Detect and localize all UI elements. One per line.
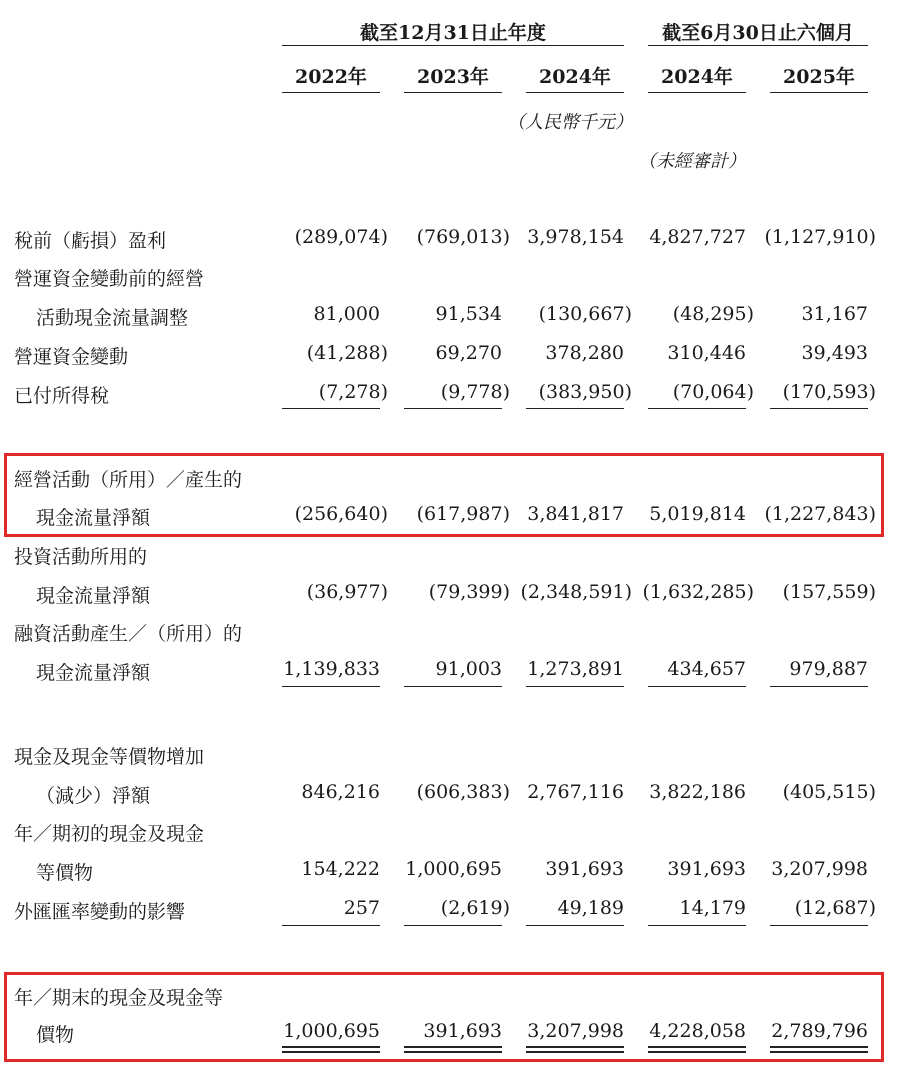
value-cell: (1,632,285) <box>642 581 754 603</box>
total-double-rule <box>770 1046 868 1053</box>
value-cell: 1,273,891 <box>527 658 624 680</box>
value-cell: (79,399) <box>428 581 510 603</box>
row-label: 年／期初的現金及現金 <box>14 823 205 845</box>
value-cell: 846,216 <box>301 781 380 803</box>
row-label: 現金及現金等價物增加 <box>14 746 205 768</box>
value-cell: (405,515) <box>782 781 876 803</box>
row-label: 現金流量淨額 <box>36 507 151 529</box>
value-cell: 4,827,727 <box>649 226 746 248</box>
value-cell: (256,640) <box>294 503 388 525</box>
value-cell: 4,228,058 <box>649 1020 746 1042</box>
subtotal-rule <box>404 408 502 409</box>
value-cell: 1,000,695 <box>283 1020 380 1042</box>
value-cell: 391,693 <box>423 1020 502 1042</box>
subtotal-rule <box>526 408 624 409</box>
column-header-2025: 2025年 <box>783 66 855 88</box>
column-header-2023: 2023年 <box>417 66 489 88</box>
value-cell: (617,987) <box>416 503 510 525</box>
row-label: 稅前（虧損）盈利 <box>14 230 167 252</box>
column-rule <box>526 92 624 93</box>
column-header-2024-interim: 2024年 <box>661 66 733 88</box>
subtotal-rule <box>648 408 746 409</box>
value-cell: (606,383) <box>416 781 510 803</box>
value-cell: 1,000,695 <box>405 858 502 880</box>
value-cell: 979,887 <box>789 658 868 680</box>
value-cell: (1,127,910) <box>764 226 876 248</box>
value-cell: 91,534 <box>435 303 502 325</box>
value-cell: 3,207,998 <box>527 1020 624 1042</box>
value-cell: 69,270 <box>435 342 502 364</box>
subtotal-rule <box>282 925 380 926</box>
total-double-rule <box>648 1046 746 1053</box>
column-header-2024: 2024年 <box>539 66 611 88</box>
value-cell: (48,295) <box>672 303 754 325</box>
value-cell: (41,288) <box>306 342 388 364</box>
row-label: 等價物 <box>36 862 94 884</box>
column-rule <box>648 92 746 93</box>
subtotal-rule <box>404 925 502 926</box>
row-label: 營運資金變動前的經營 <box>14 268 205 290</box>
value-cell: 81,000 <box>313 303 380 325</box>
value-cell: 310,446 <box>667 342 746 364</box>
row-label: 融資活動產生／（所用）的 <box>14 623 243 645</box>
value-cell: (12,687) <box>794 897 876 919</box>
subtotal-rule <box>404 686 502 687</box>
header-group-annual-rule <box>282 45 624 46</box>
value-cell: (9,778) <box>440 381 510 403</box>
value-cell: 3,841,817 <box>527 503 624 525</box>
header-group-interim: 截至6月30日止六個月 <box>662 22 854 44</box>
subtotal-rule <box>648 925 746 926</box>
value-cell: (1,227,843) <box>764 503 876 525</box>
header-group-interim-rule <box>648 45 868 46</box>
subtotal-rule <box>526 925 624 926</box>
subtotal-rule <box>770 925 868 926</box>
value-cell: 3,978,154 <box>527 226 624 248</box>
value-cell: (70,064) <box>672 381 754 403</box>
subtotal-rule <box>648 686 746 687</box>
value-cell: (157,559) <box>782 581 876 603</box>
total-double-rule <box>526 1046 624 1053</box>
value-cell: (36,977) <box>306 581 388 603</box>
row-label: 年／期末的現金及現金等 <box>14 987 224 1009</box>
value-cell: 2,767,116 <box>527 781 624 803</box>
value-cell: 391,693 <box>667 858 746 880</box>
value-cell: 257 <box>343 897 380 919</box>
value-cell: (289,074) <box>294 226 388 248</box>
row-label: 外匯匯率變動的影響 <box>14 901 186 923</box>
value-cell: 3,207,998 <box>771 858 868 880</box>
unit-note: （人民幣千元） <box>507 112 633 133</box>
row-label: 價物 <box>36 1024 75 1046</box>
column-rule <box>282 92 380 93</box>
row-label: 營運資金變動 <box>14 346 129 368</box>
value-cell: 14,179 <box>679 897 746 919</box>
header-group-annual: 截至12月31日止年度 <box>360 22 546 44</box>
value-cell: 434,657 <box>667 658 746 680</box>
subtotal-rule <box>770 686 868 687</box>
value-cell: 378,280 <box>545 342 624 364</box>
value-cell: 3,822,186 <box>649 781 746 803</box>
row-label: 投資活動所用的 <box>14 546 148 568</box>
total-double-rule <box>404 1046 502 1053</box>
subtotal-rule <box>282 408 380 409</box>
row-label: 現金流量淨額 <box>36 585 151 607</box>
value-cell: (130,667) <box>538 303 632 325</box>
column-rule <box>404 92 502 93</box>
value-cell: (170,593) <box>782 381 876 403</box>
value-cell: 39,493 <box>801 342 868 364</box>
row-label: 現金流量淨額 <box>36 662 151 684</box>
value-cell: 49,189 <box>557 897 624 919</box>
value-cell: (2,348,591) <box>520 581 632 603</box>
value-cell: 2,789,796 <box>771 1020 868 1042</box>
unaudited-note: （未經審計） <box>638 151 746 172</box>
value-cell: 31,167 <box>801 303 868 325</box>
value-cell: 391,693 <box>545 858 624 880</box>
row-label: （減少）淨額 <box>36 785 151 807</box>
column-header-2022: 2022年 <box>295 66 367 88</box>
value-cell: 5,019,814 <box>649 503 746 525</box>
subtotal-rule <box>282 686 380 687</box>
value-cell: (7,278) <box>318 381 388 403</box>
value-cell: 91,003 <box>435 658 502 680</box>
subtotal-rule <box>770 408 868 409</box>
value-cell: (383,950) <box>538 381 632 403</box>
value-cell: (769,013) <box>416 226 510 248</box>
row-label: 已付所得稅 <box>14 385 110 407</box>
value-cell: 154,222 <box>301 858 380 880</box>
subtotal-rule <box>526 686 624 687</box>
total-double-rule <box>282 1046 380 1053</box>
value-cell: (2,619) <box>440 897 510 919</box>
row-label: 經營活動（所用）／產生的 <box>14 469 243 491</box>
value-cell: 1,139,833 <box>283 658 380 680</box>
column-rule <box>770 92 868 93</box>
row-label: 活動現金流量調整 <box>36 307 189 329</box>
